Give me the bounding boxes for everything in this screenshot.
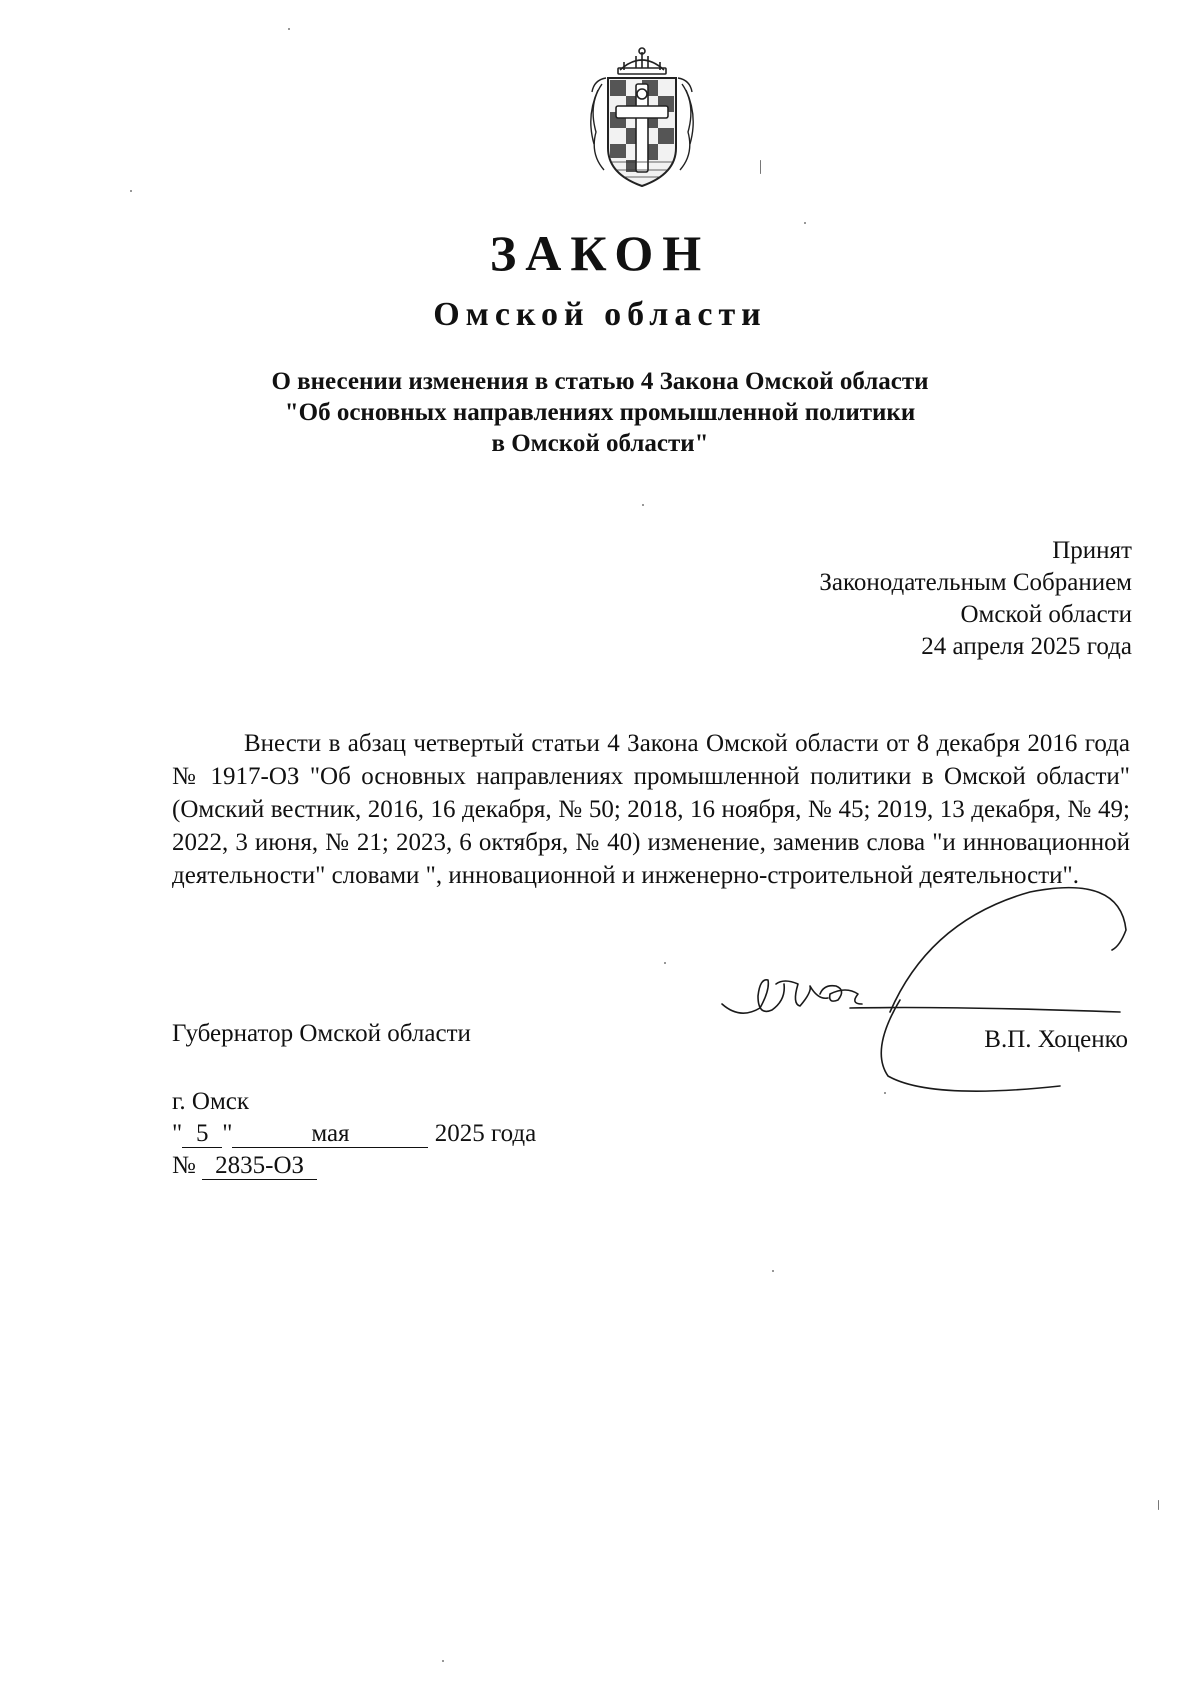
omsk-oblast-coat-of-arms-icon <box>580 44 704 192</box>
law-heading-line: "Об основных направлениях промышленной политики <box>284 399 916 426</box>
law-number-value: 2835-ОЗ <box>202 1153 317 1180</box>
law-heading <box>200 366 1000 459</box>
handwritten-signature-icon <box>700 880 1140 1100</box>
law-title: ЗАКОН <box>489 225 711 281</box>
law-heading-line: О внесении изменения в статью 4 Закона Омской области <box>271 368 929 395</box>
date-open-quote: " <box>172 1120 183 1147</box>
adoption-line: Омской области <box>960 601 1132 628</box>
date-year: 2025 года <box>434 1120 537 1147</box>
adoption-date: 24 апреля 2025 года <box>921 633 1132 660</box>
law-number <box>172 1152 317 1180</box>
scan-speck <box>442 1660 444 1662</box>
scan-speck <box>804 222 806 224</box>
adoption-line: Принят <box>1052 537 1132 564</box>
date-close-quote: " <box>222 1120 233 1147</box>
scan-speck <box>1158 1500 1159 1510</box>
law-body-paragraph: Внести в абзац четвертый статьи 4 Закона Омской области от 8 декабря 2016 года № 1917-ОЗ "Об основных направлениях промышленной политики в Омской области" (Омский вестник, 2016, 16 декабря, № 50; 2018, 16 ноября, № 45; 2019, 13 декабря, № 49; 2022, 3 июня, № 21; 2023, 6 октября, № 40) изменение, заменив слова "и инновационной деятельности" словами ", инновационной и инженерно-строительной деятельности". <box>172 730 1130 889</box>
signatory-position: Губернатор Омской области <box>172 1020 471 1047</box>
scan-speck <box>884 1092 886 1094</box>
scan-speck <box>772 1270 774 1272</box>
scan-speck <box>664 962 666 964</box>
scan-speck <box>760 160 761 174</box>
signing-date <box>172 1120 536 1148</box>
adoption-line: Законодательным Собранием <box>819 569 1132 596</box>
scan-speck <box>642 504 644 506</box>
date-day: 5 <box>182 1121 222 1148</box>
scan-speck <box>130 190 132 192</box>
scan-speck <box>288 28 290 30</box>
adoption-block <box>819 535 1132 663</box>
law-heading-line: в Омской области" <box>491 430 709 457</box>
signatory-name: В.П. Хоценко <box>984 1026 1128 1053</box>
law-subtitle: Омской области <box>433 296 767 333</box>
signing-city: г. Омск <box>172 1088 250 1115</box>
law-number-prefix: № <box>172 1152 196 1179</box>
date-month: мая <box>232 1121 428 1148</box>
